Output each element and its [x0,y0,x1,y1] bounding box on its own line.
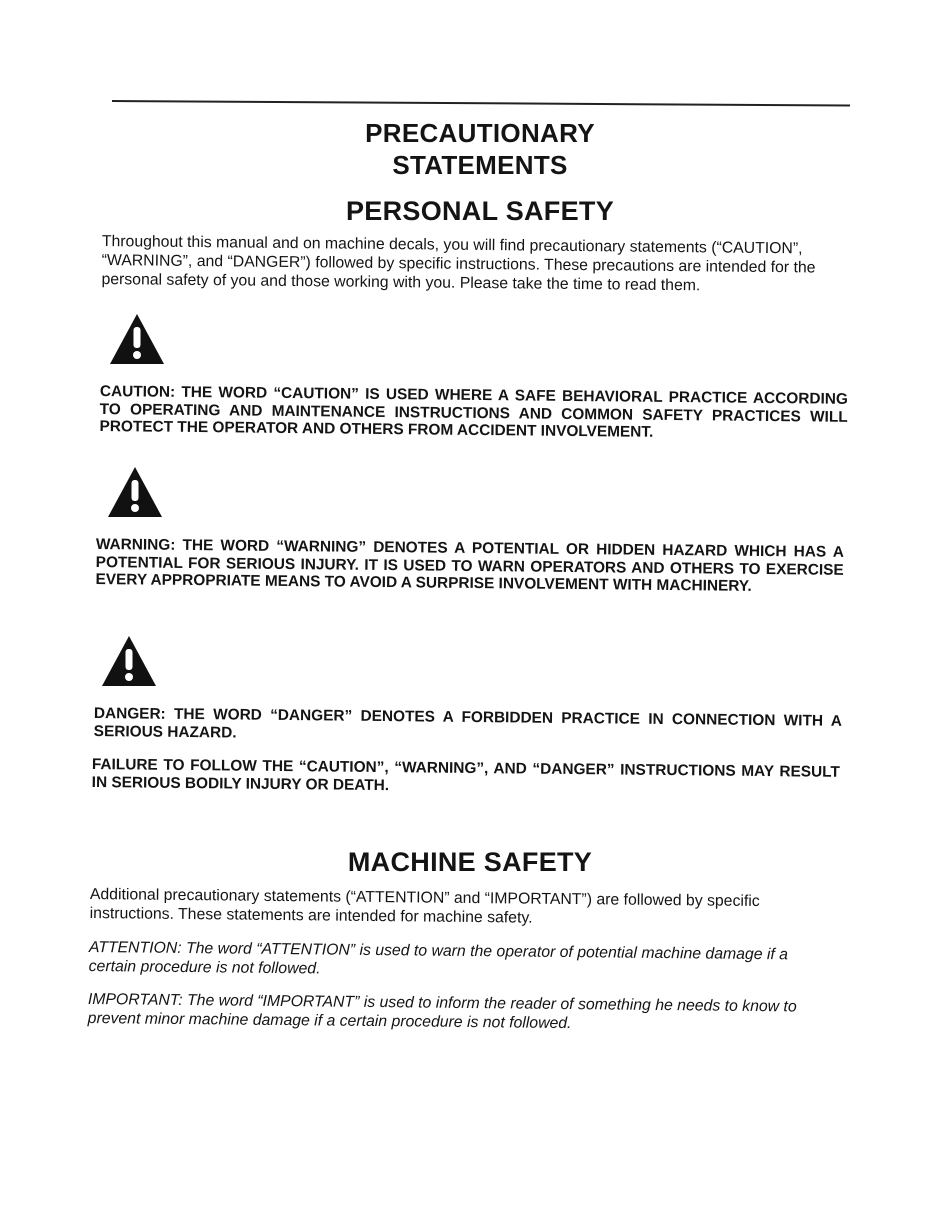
page-title-line2: STATEMENTS [392,150,568,180]
warning-triangle-icon [106,465,164,519]
danger-warning-triangle-icon [100,634,158,688]
top-rule [112,100,850,107]
danger-statement: DANGER: THE WORD “DANGER” DENOTES A FORBIDDEN PRACTICE IN CONNECTION WITH A SERIOUS HAZARD. [93,705,842,741]
important-statement: IMPORTANT: The word “IMPORTANT” is used to inform the reader of something he needs to know to prevent minor machine damage if a certain procedure is not followed. [87,990,797,1033]
caution-statement: CAUTION: THE WORD “CAUTION” IS USED WHERE A SAFE BEHAVIORAL PRACTICE ACCORDING TO OPERATING AND MAINTENANCE INSTRUCTIONS AND COMMON SAFETY PRACTICES WILL PROTECT THE OPERATOR AND OTHERS FROM ACCIDENT INVOLVEMENT. [99,383,848,441]
attention-statement: ATTENTION: The word “ATTENTION” is used to warn the operator of potential machine damage if a certain procedure is not followed. [88,938,789,978]
caution-warning-triangle-icon [108,312,166,366]
machine-safety-heading: MACHINE SAFETY [347,847,593,877]
personal-safety-intro: Throughout this manual and on machine decals, you will find precautionary statements (“CAUTION”, “WARNING”, and “DANGER”) followed by specific instructions. These precautions are intended for the personal safety of you and those working with you. Please take the time to read them. [101,232,816,295]
personal-safety-heading: PERSONAL SAFETY [345,196,615,226]
failure-statement: FAILURE TO FOLLOW THE “CAUTION”, “WARNING”, AND “DANGER” INSTRUCTIONS MAY RESULT IN SERIOUS BODILY INJURY OR DEATH. [91,756,840,794]
machine-safety-intro: Additional precautionary statements (“ATTENTION” and “IMPORTANT”) are followed by specific instructions. These statements are intended for machine safety. [89,885,760,927]
warning-statement: WARNING: THE WORD “WARNING” DENOTES A POTENTIAL OR HIDDEN HAZARD WHICH HAS A POTENTIAL FOR SERIOUS INJURY. IT IS USED TO WARN OPERATORS AND OTHERS TO EXERCISE EVERY APPROPRIATE MEANS TO AVOID A SURPRISE INVOLVEMENT WITH MACHINERY. [95,536,844,595]
page-title-line1: PRECAUTIONARY [365,118,595,148]
